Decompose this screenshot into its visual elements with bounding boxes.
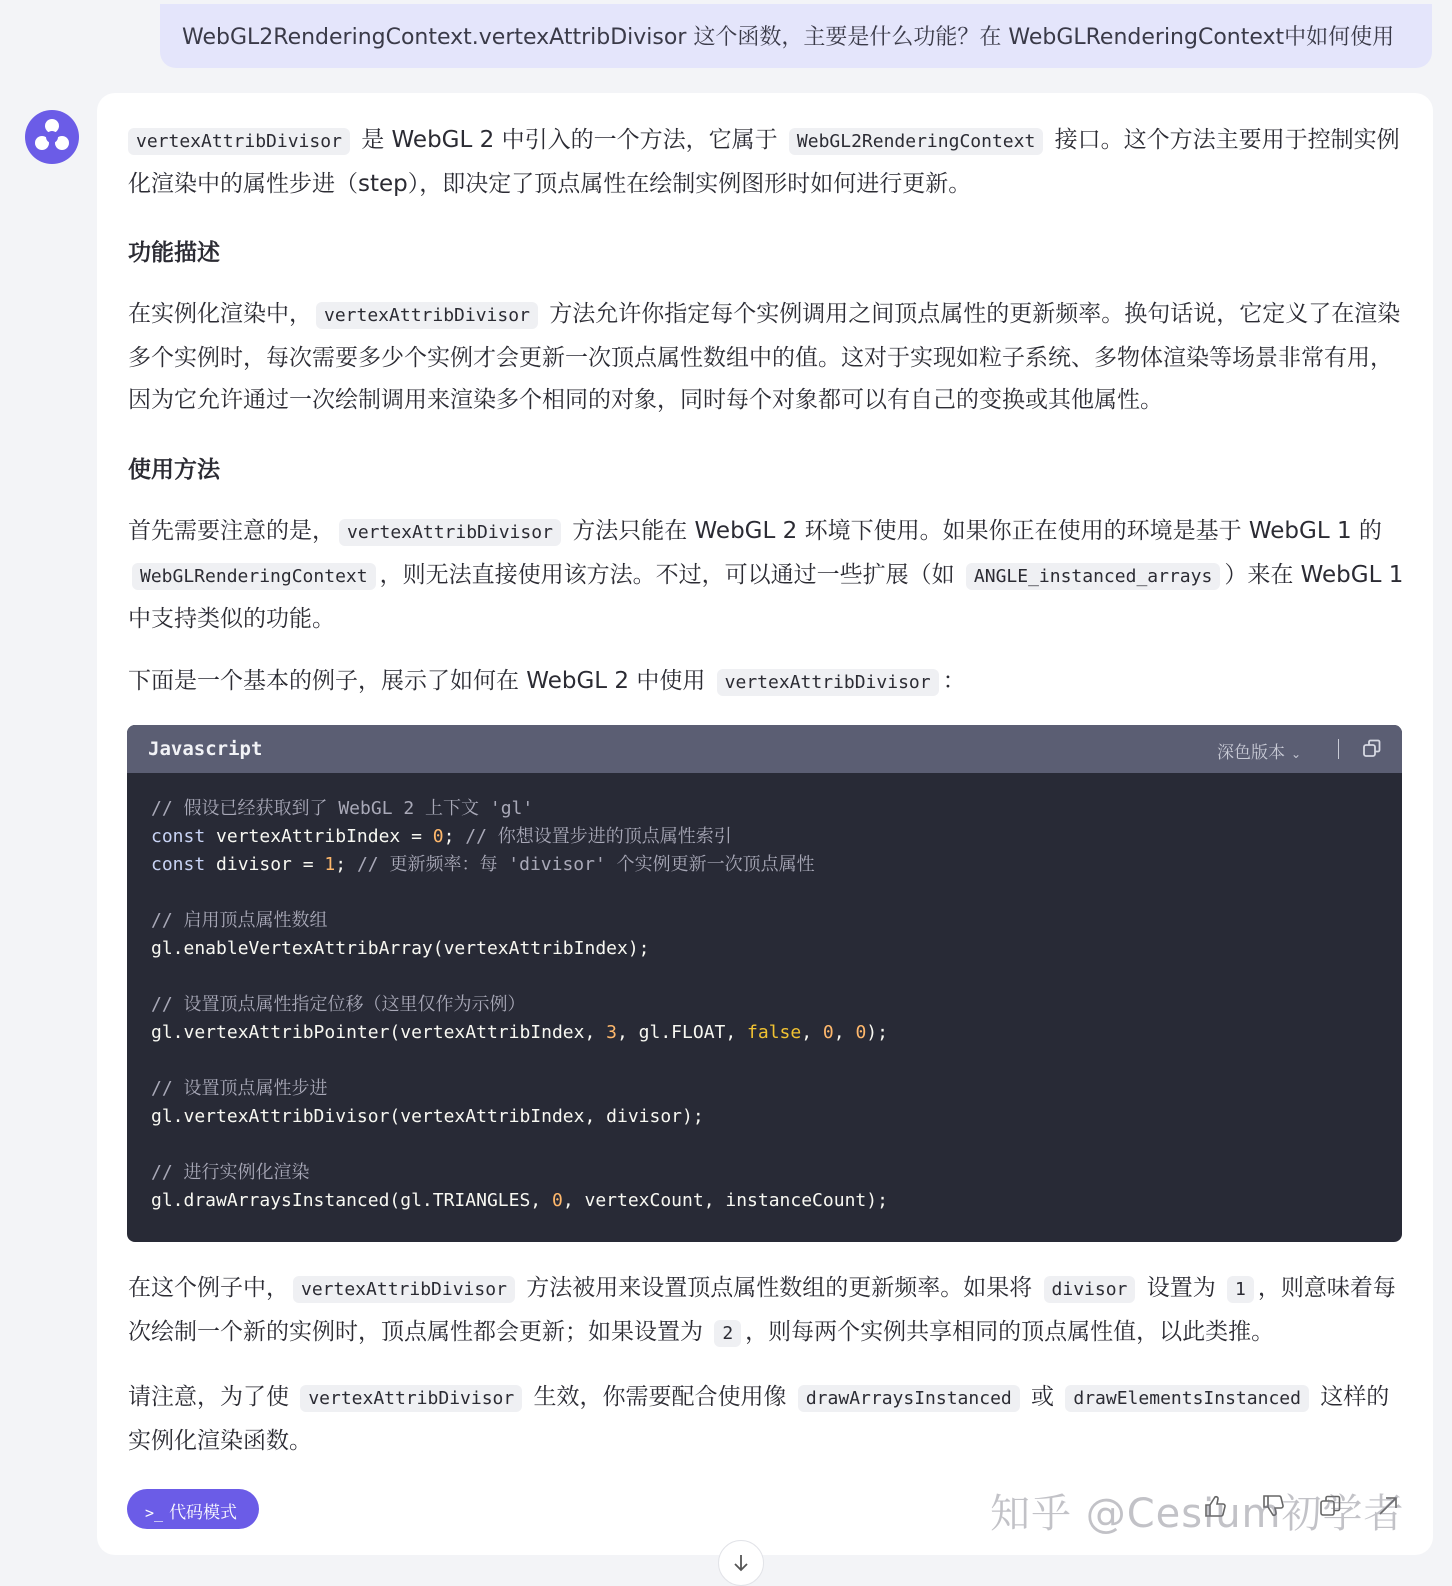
- text-run: 生效，你需要配合使用像: [526, 1384, 794, 1410]
- code-theme-dropdown[interactable]: [1217, 738, 1301, 763]
- code-mode-label: 代码模式: [169, 1503, 238, 1523]
- user-message-text: WebGL2RenderingContext.vertexAttribDivisor 这个函数，主要是什么功能？在 WebGLRenderingContext中如何使用: [182, 25, 1395, 50]
- text-run: ：: [942, 668, 966, 694]
- code-line-blank: [151, 1131, 888, 1159]
- code-text: vertexAttribIndex =: [205, 826, 433, 847]
- code-line-blank: [151, 879, 888, 907]
- text-run: 这样的实例化渲染函数。: [128, 1384, 1390, 1454]
- code-keyword: const: [151, 826, 206, 847]
- text-run: 设置为: [1139, 1275, 1224, 1301]
- code-number: 0: [551, 1190, 563, 1211]
- copy-icon[interactable]: [1361, 738, 1383, 760]
- inline-code: vertexAttribDivisor: [128, 128, 350, 155]
- text-run: 下面是一个基本的例子，展示了如何在 WebGL 2 中使用: [128, 668, 713, 694]
- code-line: [151, 1103, 888, 1131]
- inline-code: WebGL2RenderingContext: [789, 128, 1043, 155]
- inline-code: 2: [714, 1320, 741, 1347]
- code-text: ;: [443, 826, 466, 847]
- answer-paragraph-explanation: [128, 1267, 1408, 1355]
- text-run: 是 WebGL 2 中引入的一个方法，它属于: [353, 127, 785, 153]
- text-run: ，则每两个实例共享相同的顶点属性值，以此类推。: [745, 1319, 1275, 1345]
- header-divider: [1338, 739, 1339, 759]
- code-comment: // 启用顶点属性数组: [151, 910, 328, 931]
- text-run: 请注意，为了使: [128, 1384, 297, 1410]
- code-line-blank: [151, 963, 888, 991]
- code-number: 0: [432, 826, 444, 847]
- code-comment: // 进行实例化渲染: [151, 1162, 310, 1183]
- inline-code: vertexAttribDivisor: [717, 669, 939, 696]
- code-boolean: false: [747, 1022, 802, 1043]
- code-text: ,: [801, 1022, 823, 1043]
- code-number: 3: [606, 1022, 617, 1043]
- code-number: 1: [324, 854, 336, 875]
- inline-code: WebGLRenderingContext: [132, 563, 376, 590]
- inline-code: divisor: [1044, 1276, 1136, 1303]
- inline-code: vertexAttribDivisor: [300, 1385, 522, 1412]
- text-run: ，则意味着每次绘制一个新的实例时，顶点属性都会更新；如果设置为: [128, 1275, 1396, 1345]
- code-line: [151, 851, 888, 879]
- inline-code: drawArraysInstanced: [798, 1385, 1020, 1412]
- code-line: [151, 823, 888, 851]
- code-block: [127, 725, 1402, 1242]
- code-number: 0: [822, 1022, 834, 1043]
- text-run: 或: [1023, 1384, 1062, 1410]
- code-line: [151, 935, 888, 963]
- inline-code: drawElementsInstanced: [1065, 1385, 1309, 1412]
- text-run: 方法只能在 WebGL 2 环境下使用。如果你正在使用的环境是基于 WebGL 1 的: [564, 518, 1382, 544]
- heading-usage: 使用方法: [128, 457, 220, 483]
- arrow-down-icon: [731, 1553, 751, 1573]
- code-language-label: Javascript: [148, 738, 263, 760]
- answer-paragraph-example-intro: [128, 660, 1408, 704]
- user-message-bubble: [160, 4, 1432, 68]
- code-text: , vertexCount, instanceCount);: [562, 1190, 888, 1211]
- inline-code: vertexAttribDivisor: [316, 302, 538, 329]
- inline-code: vertexAttribDivisor: [339, 519, 561, 546]
- code-line: [151, 907, 888, 935]
- text-run: 方法允许你指定每个实例调用之间顶点属性的更新频率。换句话说，它定义了在渲染多个实例时，每次需要多少个实例才会更新一次顶点属性数组中的值。这对于实现如粒子系统、多物体渲染等场景非常有用，因为它允许通过一次绘制调用来渲染多个相同的对象，同时每个对象都可以有自己的变换或其他属性。: [128, 301, 1401, 413]
- code-text: , gl.FLOAT,: [617, 1022, 748, 1043]
- code-comment: // 你想设置步进的顶点属性索引: [465, 826, 732, 847]
- inline-code: ANGLE_instanced_arrays: [966, 563, 1220, 590]
- terminal-prompt-icon: >_: [145, 1504, 164, 1522]
- code-keyword: const: [151, 854, 206, 875]
- code-line: [151, 1159, 888, 1187]
- code-theme-label: 深色版本: [1217, 743, 1285, 763]
- code-text: gl.vertexAttribDivisor(vertexAttribIndex, divisor);: [151, 1106, 704, 1127]
- code-comment: // 设置顶点属性指定位移（这里仅作为示例）: [151, 994, 526, 1015]
- code-line: [151, 1075, 888, 1103]
- text-run: 在这个例子中，: [128, 1275, 289, 1301]
- chevron-down-icon: ⌄: [1291, 747, 1302, 761]
- text-run: 方法被用来设置顶点属性数组的更新频率。如果将: [518, 1275, 1040, 1301]
- code-line: [151, 1187, 888, 1215]
- code-comment: // 假设已经获取到了 WebGL 2 上下文 'gl': [151, 798, 534, 819]
- code-comment: // 设置顶点属性步进: [151, 1078, 328, 1099]
- code-text: );: [866, 1022, 888, 1043]
- code-line: [151, 991, 888, 1019]
- code-text: ,: [833, 1022, 856, 1043]
- code-line: [151, 1019, 888, 1047]
- inline-code: 1: [1227, 1276, 1254, 1303]
- code-text: divisor =: [205, 854, 325, 875]
- code-line-blank: [151, 1047, 888, 1075]
- answer-paragraph-note: [128, 1376, 1408, 1462]
- answer-paragraph-description: [128, 293, 1408, 421]
- code-line: [151, 795, 888, 823]
- text-run: ，则无法直接使用该方法。不过，可以通过一些扩展（如: [379, 562, 962, 588]
- text-run: 在实例化渲染中，: [128, 301, 312, 327]
- heading-function-description: 功能描述: [128, 240, 220, 266]
- code-number: 0: [855, 1022, 867, 1043]
- text-run: 接口。这个方法主要用于控制实例化渲染中的属性步进（step），即决定了顶点属性在绘制实例图形时如何进行更新。: [128, 127, 1400, 197]
- watermark: 知乎 @Cesium初学者: [990, 1491, 1405, 1537]
- code-comment: // 更新频率：每 'divisor' 个实例更新一次顶点属性: [356, 854, 815, 875]
- scroll-down-button[interactable]: [718, 1540, 764, 1586]
- code-text: gl.drawArraysInstanced(gl.TRIANGLES,: [151, 1190, 552, 1211]
- assistant-logo-icon: [25, 110, 79, 164]
- answer-paragraph-intro: [128, 119, 1408, 205]
- code-block-header: [127, 725, 1402, 773]
- code-mode-button[interactable]: [127, 1489, 259, 1529]
- code-content: [151, 795, 888, 1215]
- inline-code: vertexAttribDivisor: [293, 1276, 515, 1303]
- text-run: 首先需要注意的是，: [128, 518, 335, 544]
- answer-paragraph-usage: [128, 510, 1408, 640]
- assistant-avatar: [25, 110, 79, 164]
- code-text: gl.vertexAttribPointer(vertexAttribIndex,: [151, 1022, 607, 1043]
- code-text: gl.enableVertexAttribArray(vertexAttribIndex);: [151, 938, 650, 959]
- text-run: ）来在 WebGL 1 中支持类似的功能。: [128, 562, 1404, 632]
- code-text: ;: [335, 854, 357, 875]
